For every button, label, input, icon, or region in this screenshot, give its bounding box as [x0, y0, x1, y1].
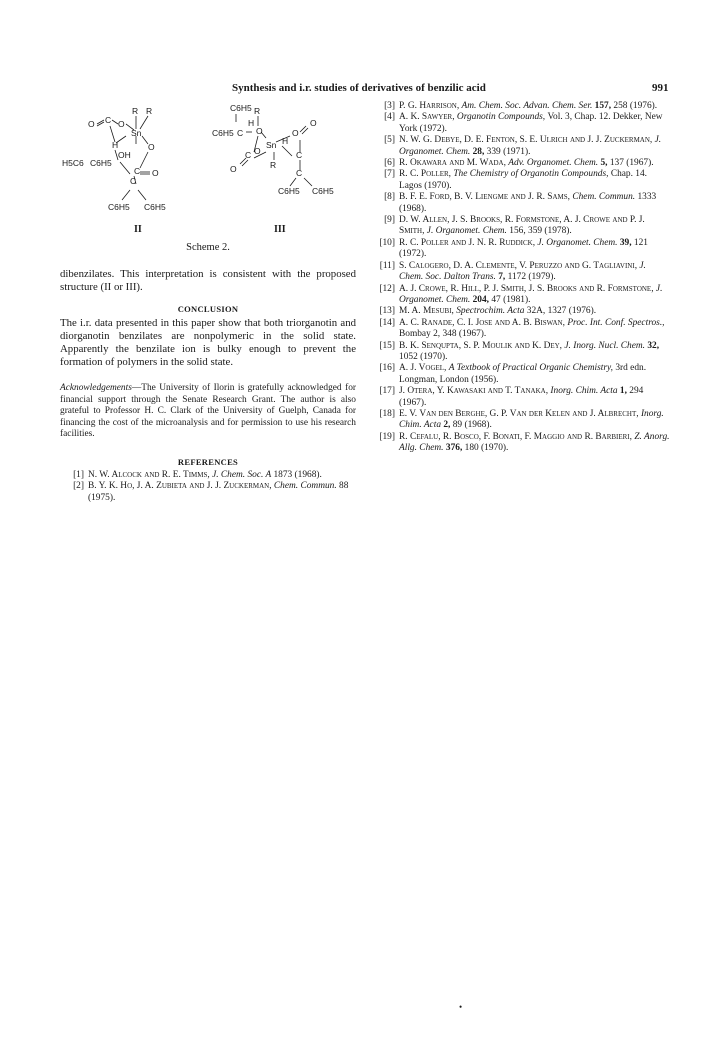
conclusion-heading: CONCLUSION	[177, 304, 239, 314]
reference-journal: J. Organomet. Chem.	[537, 237, 620, 248]
reference-item	[371, 192, 671, 215]
reference-item	[371, 409, 671, 432]
atom-label: Sn	[131, 128, 142, 138]
reference-volume: 32,	[647, 340, 660, 351]
reference-authors: A. C. Ranade, C. I. Jose and A. B. Biswan,	[399, 317, 568, 328]
reference-details: Vol. 3, Chap. 12. Dekker, New York (1972).	[399, 112, 663, 134]
atom-label: C	[245, 150, 252, 160]
reference-details: 3rd edn. Longman, London (1956).	[399, 363, 647, 385]
atom-label: O	[230, 164, 237, 174]
reference-list-right	[371, 101, 671, 455]
reference-journal: Spectrochim. Acta	[456, 306, 527, 317]
reference-authors: N. W. G. Debye, D. E. Fenton, S. E. Ulrich and J. J. Zuckerman,	[399, 135, 655, 146]
reference-number: [18]	[379, 408, 395, 419]
reference-number: [3]	[384, 101, 395, 111]
reference-text	[399, 386, 671, 409]
paragraph-dibenzilates: dibenzilates. This interpretation is consistent with the proposed structure (II or III).	[60, 268, 356, 293]
reference-number: [9]	[384, 215, 395, 226]
reference-journal: Inorg. Chim. Acta	[550, 386, 620, 397]
reference-volume: 204,	[472, 294, 492, 305]
reference-authors: M. A. Mesubi,	[399, 306, 457, 317]
reference-details: 137 (1967).	[609, 158, 654, 169]
reference-authors: J. Otera, Y. Kawasaki and T. Tanaka,	[399, 386, 551, 397]
reference-item	[371, 284, 671, 307]
acknowledgements-text: —The University of Ilorin is gratefully acknowledged for financial support through the Senate Research Grant. The author is also grateful to Professor H. C. Clark of the University of Guelph, Canada for financing the cost of the microanalysis and for permission to use his research facilities.	[60, 383, 356, 440]
scheme-2-figure	[60, 96, 356, 256]
reference-authors: B. Y. K. Ho, J. A. Zubieta and J. J. Zuckerman,	[88, 481, 274, 492]
reference-item	[371, 261, 671, 284]
reference-details: Bombay 2, 348 (1967).	[399, 329, 487, 340]
compound-label-ii: II	[134, 224, 142, 235]
reference-journal: Adv. Organomet. Chem.	[508, 158, 601, 169]
atom-label: C	[105, 115, 112, 125]
atom-label: R	[254, 106, 261, 116]
reference-number: [12]	[379, 283, 395, 294]
reference-number: [4]	[384, 112, 395, 123]
atom-label: Sn	[266, 140, 277, 150]
atom-label: O	[88, 119, 95, 129]
atom-label: H	[282, 136, 289, 146]
reference-number: [13]	[379, 306, 395, 317]
atom-label: C	[130, 176, 137, 186]
structure-ii-labels	[62, 106, 166, 235]
reference-text	[88, 470, 356, 481]
reference-text	[399, 261, 671, 284]
reference-text	[399, 192, 671, 215]
reference-volume: 5,	[600, 158, 610, 169]
reference-item	[371, 318, 671, 341]
reference-item	[371, 306, 671, 317]
atom-label: O	[152, 168, 159, 178]
atom-label: OH	[118, 150, 131, 160]
footer-mark: •	[459, 1002, 463, 1012]
atom-label: C	[296, 150, 303, 160]
reference-journal: The Chemistry of Organotin Compounds,	[453, 169, 611, 180]
reference-details: 156, 359 (1978).	[509, 226, 572, 237]
reference-number: [14]	[379, 317, 395, 328]
reference-journal: Z. Anorg. Allg. Chem.	[399, 431, 670, 454]
atom-label: R	[146, 106, 153, 116]
atom-label: O	[292, 128, 299, 138]
atom-label: R	[132, 106, 139, 116]
reference-details: 180 (1970).	[464, 443, 509, 454]
reference-item	[371, 432, 671, 455]
reference-number: [1]	[73, 469, 84, 480]
reference-item	[371, 112, 671, 135]
reference-details: 88 (1975).	[88, 481, 349, 503]
reference-authors: R. Okawara and M. Wada,	[399, 158, 509, 169]
reference-text	[399, 341, 671, 364]
reference-authors: B. F. E. Ford, B. V. Liengme and J. R. Sams,	[399, 192, 573, 203]
reference-text	[399, 432, 671, 455]
scheme-2-structures	[60, 96, 356, 246]
reference-volume: 39,	[619, 237, 634, 248]
atom-label: O	[254, 146, 261, 156]
reference-item	[371, 341, 671, 364]
reference-item	[371, 363, 671, 386]
reference-details: 1172 (1979).	[507, 272, 556, 283]
reference-number: [5]	[384, 135, 395, 146]
reference-journal: Inorg. Chim. Acta	[399, 408, 664, 431]
reference-volume: 2,	[443, 420, 453, 431]
reference-journal: J. Chem. Soc. Dalton Trans.	[399, 260, 646, 283]
reference-text	[399, 284, 671, 307]
reference-item	[371, 135, 671, 158]
atom-label: H	[248, 118, 255, 128]
reference-journal: J. Organomet. Chem.	[399, 135, 662, 157]
atom-label: C6H5	[108, 202, 130, 212]
reference-text	[399, 318, 671, 341]
reference-text	[399, 306, 671, 317]
reference-number: [15]	[379, 340, 395, 351]
scheme-caption: Scheme 2.	[186, 242, 230, 253]
reference-details: 1052 (1970).	[399, 351, 448, 362]
reference-list-left	[60, 470, 356, 504]
atom-label: O	[118, 119, 125, 129]
reference-details: 339 (1971).	[486, 146, 531, 157]
reference-journal: Organotin Compounds,	[456, 112, 548, 123]
atom-label: H	[112, 140, 119, 150]
reference-item	[371, 215, 671, 238]
reference-authors: S. Calogero, D. A. Clemente, V. Peruzzo and G. Tagliavini,	[399, 260, 640, 271]
reference-text	[399, 169, 671, 192]
reference-text	[399, 409, 671, 432]
reference-authors: P. G. Harrison,	[399, 101, 462, 111]
reference-item	[371, 386, 671, 409]
atom-label: C6H5	[90, 158, 112, 168]
reference-item	[60, 481, 356, 504]
reference-number: [2]	[73, 481, 84, 492]
reference-number: [7]	[384, 169, 395, 180]
reference-details: 1333 (1968).	[399, 192, 657, 214]
reference-text	[399, 238, 671, 261]
reference-authors: A. K. Sawyer,	[399, 112, 457, 123]
reference-authors: E. V. Van den Berghe, G. P. Van der Kelen and J. Albrecht,	[399, 408, 641, 419]
reference-details: 89 (1968).	[452, 420, 492, 431]
reference-details: 121 (1972).	[399, 237, 648, 260]
reference-item	[371, 238, 671, 261]
page-number: 991	[652, 82, 669, 94]
reference-text	[399, 135, 671, 158]
reference-journal: Chem. Commun.	[273, 481, 340, 492]
references-heading: REFERENCES	[177, 456, 239, 467]
reference-journal: J. Chem. Soc. A	[212, 469, 274, 480]
reference-details: 294 (1967).	[399, 386, 644, 408]
reference-journal: Proc. Int. Conf. Spectros.,	[567, 317, 665, 328]
reference-journal: J. Inorg. Nucl. Chem.	[564, 340, 648, 351]
reference-item	[60, 470, 356, 481]
reference-journal: J. Organomet. Chem.	[399, 283, 663, 305]
reference-volume: 157,	[594, 101, 614, 111]
reference-authors: R. Cefalu, R. Bosco, F. Bonati, F. Maggio and R. Barbieri,	[399, 431, 635, 442]
reference-number: [6]	[384, 158, 395, 169]
atom-label: O	[256, 126, 263, 136]
reference-details: 1873 (1968).	[273, 469, 322, 480]
reference-details: 32A, 1327 (1976).	[526, 306, 597, 317]
conclusion-paragraph: The i.r. data presented in this paper show that both triorganotin and diorganotin benzilates are nonpolymeric in the solid state. Apparently the benzilate ion is bulky enough to prevent the formation of polymers in the solid state.	[60, 317, 356, 368]
reference-text	[88, 481, 356, 504]
reference-number: [19]	[379, 431, 395, 442]
atom-label: C6H5	[212, 128, 234, 138]
reference-item	[371, 158, 671, 169]
reference-volume: 28,	[472, 146, 487, 157]
reference-text	[399, 112, 671, 135]
atom-label: C	[296, 168, 303, 178]
reference-volume: 376,	[445, 443, 465, 454]
reference-text	[399, 363, 671, 386]
reference-details: 258 (1976).	[613, 101, 658, 111]
reference-authors: A. J. Vogel,	[399, 363, 449, 374]
reference-item	[371, 101, 671, 112]
atom-label: C	[237, 128, 244, 138]
reference-text	[399, 158, 671, 169]
atom-label: C6H5	[278, 186, 300, 196]
acknowledgements-lead: Acknowledgements	[60, 383, 132, 393]
atom-label: O	[310, 118, 317, 128]
atom-label: C	[134, 166, 141, 176]
reference-item	[371, 169, 671, 192]
reference-volume: 1,	[619, 386, 630, 397]
atom-label: O	[148, 142, 155, 152]
atom-label: C6H5	[230, 103, 252, 113]
reference-text	[399, 215, 671, 238]
reference-number: [16]	[379, 363, 395, 374]
reference-journal: J. Organomet. Chem.	[426, 226, 510, 237]
acknowledgements-paragraph	[60, 383, 356, 441]
reference-authors: N. W. Alcock and R. E. Timms,	[88, 469, 213, 480]
reference-journal: A Textbook of Practical Organic Chemistry,	[448, 363, 616, 374]
reference-authors: A. J. Crowe, R. Hill, P. J. Smith, J. S. Brooks and R. Formstone,	[399, 283, 656, 294]
compound-label-iii: III	[274, 224, 286, 235]
reference-number: [17]	[379, 386, 395, 397]
atom-label: C6H5	[144, 202, 166, 212]
atom-label: R	[270, 160, 277, 170]
reference-authors: R. C. Poller,	[399, 169, 454, 180]
reference-number: [10]	[379, 237, 395, 248]
reference-volume: 7,	[498, 272, 508, 283]
reference-number: [11]	[379, 260, 395, 271]
reference-authors: B. K. Senqupta, S. P. Moulik and K. Dey,	[399, 340, 565, 351]
reference-authors: R. C. Poller and J. N. R. Ruddick,	[399, 237, 538, 248]
reference-details: Chap. 14. Lagos (1970).	[399, 169, 648, 191]
atom-label: C6H5	[312, 186, 334, 196]
reference-journal: Am. Chem. Soc. Advan. Chem. Ser.	[461, 101, 595, 111]
reference-details: 47 (1981).	[491, 294, 531, 305]
atom-label: H5C6	[62, 158, 84, 168]
running-title: Synthesis and i.r. studies of derivatives of benzilic acid	[232, 82, 486, 94]
structure-iii-labels	[212, 103, 334, 235]
reference-number: [8]	[384, 192, 395, 203]
left-column	[60, 96, 356, 504]
right-column	[371, 101, 671, 455]
reference-text	[399, 101, 671, 112]
reference-journal: Chem. Commun.	[572, 192, 638, 203]
reference-authors: D. W. Allen, J. S. Brooks, R. Formstone, A. J. Crowe and P. J. Smith,	[399, 215, 645, 237]
